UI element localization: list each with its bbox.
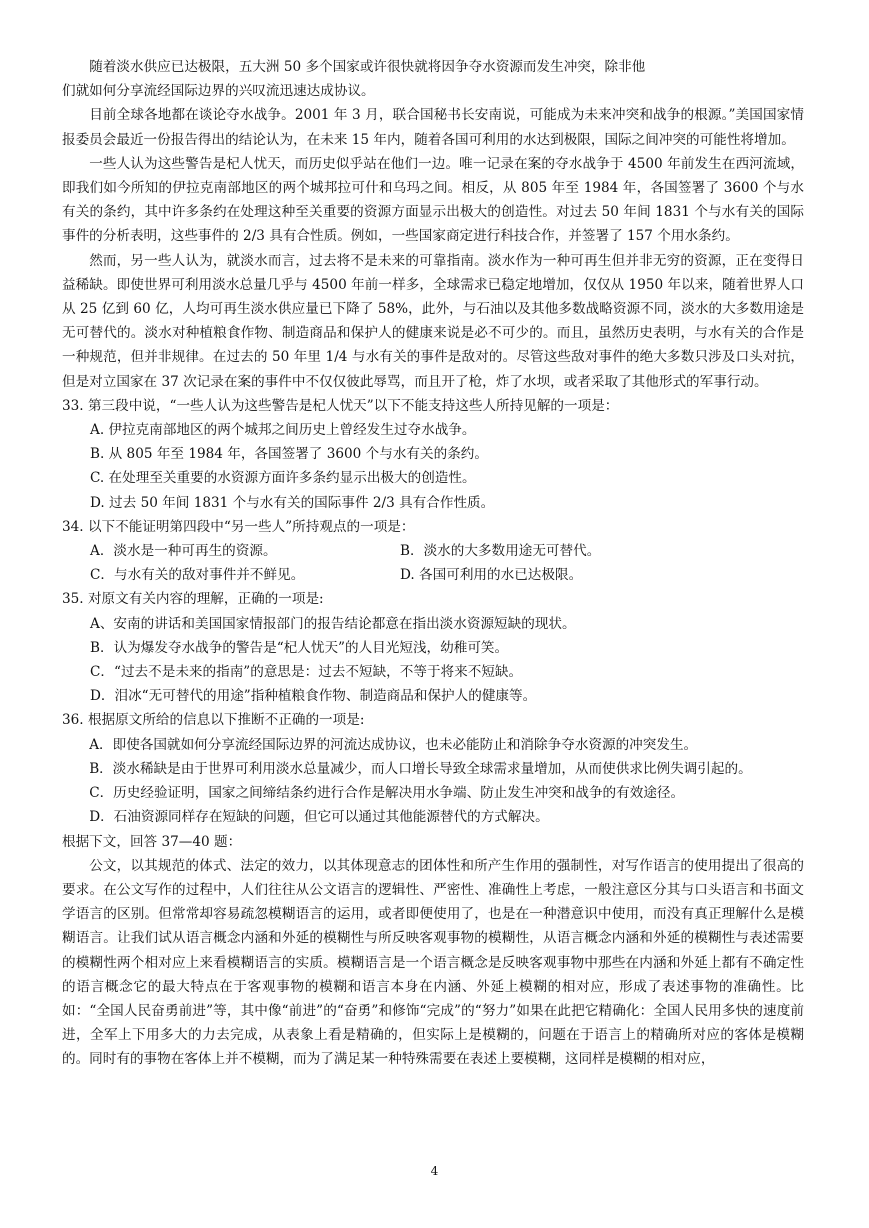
question-34-option-a: A．淡水是一种可再生的资源。 [90, 543, 277, 560]
paragraph-2: 目前全球各地都在谈论夺水战争。2001 年 3 月，联合国秘书长安南说，可能成为未来冲突和战争的根源。”美国国家情报委员会最近一份报告得出的结论认为，在未来 15 年内，随着各国可利用的水达到极限，国际之间冲突的可能性将增加。 [62, 107, 804, 148]
question-34-row-cd [62, 563, 804, 587]
question-33-option-b: B. 从 805 年至 1984 年，各国签署了 3600 个与水有关的条约。 [90, 446, 488, 463]
section-2-intro: 根据下文，回答 37—40 题： [62, 833, 242, 850]
question-33-option-c: C. 在处理至关重要的水资源方面许多条约显示出极大的创造性。 [90, 470, 476, 487]
question-35-option-d: D．泪冰“无可替代的用途”指种植粮食作物、制造商品和保护人的健康等。 [90, 688, 537, 705]
question-36-stem: 36. 根据原文所给的信息以下推断不正确的一项是: [62, 712, 365, 729]
question-34-stem: 34. 以下不能证明第四段中“另一些人”所持观点的一项是： [62, 518, 415, 535]
question-33-option-a: A. 伊拉克南部地区的两个城邦之间历史上曾经发生过夺水战争。 [90, 422, 476, 439]
question-34-row-ab [62, 539, 804, 563]
question-34-option-d: D. 各国可利用的水已达极限。 [400, 567, 583, 584]
paragraph-5: 公文，以其规范的体式、法定的效力，以其体现意志的团体性和所产生作用的强制性，对写作语言的使用提出了很高的要求。在公文写作的过程中，人们往往从公文语言的逻辑性、严密性、准确性上考虑，一般注意区分其与口头语言和书面文学语言的区别。但常常却容易疏忽模糊语言的运用，或者即便使用了，也是在一种潜意识中使用，而没有真正理解什么是模糊语言。让我们试从语言概念内涵和外延的模糊性与所反映客观事物的模糊性，从语言概念内涵和外延的模糊性与表述需要的模糊性两个相对应上来看模糊语言的实质。模糊语言是一个语言概念是反映客观事物中那些在内涵和外延上都有不确定性的语言概念它的最大特点在于客观事物的模糊和语言本身在内涵、外延上模糊的相对应，形成了表述事物的准确性。比如：“全国人民奋勇前进”等，其中像“前进”的“奋勇”和修饰“完成”的“努力”如果在此把它精确化：全国人民用多快的速度前进，全军上下用多大的力去完成，从表象上看是精确的，但实际上是模糊的，问题在于语言上的精确所对应的客体是模糊的。同时有的事物在客体上并不模糊，而为了满足某一种特殊需要在表述上要模糊，这同样是模糊的相对应， [62, 857, 804, 1068]
question-35-option-c: C．“过去不是未来的指南”的意思是：过去不短缺，不等于将来不短缺。 [90, 664, 523, 681]
question-33-stem: 33. 第三段中说，“一些人认为这些警告是杞人忧天”以下不能支持这些人所持见解的一项是： [62, 397, 619, 414]
question-36-option-c: C．历史经验证明，国家之间缔结条约进行合作是解决用水争端、防止发生冲突和战争的有效途径。 [89, 785, 685, 802]
question-36-option-b: B．淡水稀缺是由于世界可利用淡水总量减少，而人口增长导致全球需求量增加，从而使供求比例失调引起的。 [89, 760, 752, 777]
question-34-option-b: B．淡水的大多数用途无可替代。 [400, 543, 601, 560]
paragraph-1-line-1: 随着淡水供应已达极限，五大洲 50 多个国家或许很快就将因争夺水资源而发生冲突，除非他 [89, 59, 646, 75]
question-36-option-d: D．石油资源同样存在短缺的问题，但它可以通过其他能源替代的方式解决。 [89, 809, 549, 826]
question-35-option-a: A、安南的讲话和美国国家情报部门的报告结论都意在指出淡水资源短缺的现状。 [90, 615, 576, 632]
question-33 [62, 394, 804, 515]
question-34-option-c: C．与水有关的敌对事件并不鲜见。 [90, 567, 305, 584]
question-33-option-d: D. 过去 50 年间 1831 个与水有关的国际事件 2/3 具有合作性质。 [90, 494, 495, 511]
question-36-option-a: A．即使各国就如何分享流经国际边界的河流达成协议，也未必能防止和消除争夺水资源的冲突发生。 [89, 736, 698, 753]
question-34 [62, 515, 804, 588]
paragraph-1-line-2: 们就如何分享流经国际边界的兴叹流迅速达成协议。 [62, 83, 375, 100]
paragraph-3: 一些人认为这些警告是杞人忧天，而历史似乎站在他们一边。唯一记录在案的夺水战争于 4500 年前发生在西河流域，即我们如今所知的伊拉克南部地区的两个城邦拉可什和乌玛之间。相反，从 805 年至 1984 年，各国签署了 3600 个与水有关的条约，其中许多条约在处理这种至关重要的资源方面显示出极大的创造性。对过去 50 年间 1831 个与水有关的国际事件的分析表明，这些事件的 2/3 具有合性质。例如，一些国家商定进行科技合作，并签署了 157 个用水条约。 [62, 155, 804, 245]
page-number: 4 [430, 1164, 439, 1178]
paragraph-4: 然而，另一些人认为，就淡水而言，过去将不是未来的可靠指南。淡水作为一种可再生但并非无穷的资源，正在变得日益稀缺。即使世界可利用淡水总量几乎与 4500 年前一样多，全球需求已稳定地增加，仅仅从 1950 年以来，随着世界人口从 25 亿到 60 亿，人均可再生淡水供应量已下降了 58%，此外，与石油以及其他多数战略资源不同，淡水的大多数用途是无可替代的。淡水对种植粮食作物、制造商品和保护人的健康来说是必不可少的。而且，虽然历史表明，与水有关的合作是一种规范，但并非规律。在过去的 50 年里 1/4 与水有关的事件是敌对的。尽管这些敌对事件的绝大多数只涉及口头对抗，但是对立国家在 37 次记录在案的事件中不仅仅彼此辱骂，而且开了枪，炸了水坝，或者采取了其他形式的军事行动。 [62, 252, 804, 390]
question-35 [62, 587, 804, 708]
document-page [62, 55, 804, 1072]
question-36 [62, 708, 804, 829]
question-35-option-b: B．认为爆发夺水战争的警告是“杞人忧天”的人目光短浅，幼稚可笑。 [90, 639, 509, 656]
question-35-stem: 35. 对原文有关内容的理解，正确的一项是: [62, 591, 324, 608]
